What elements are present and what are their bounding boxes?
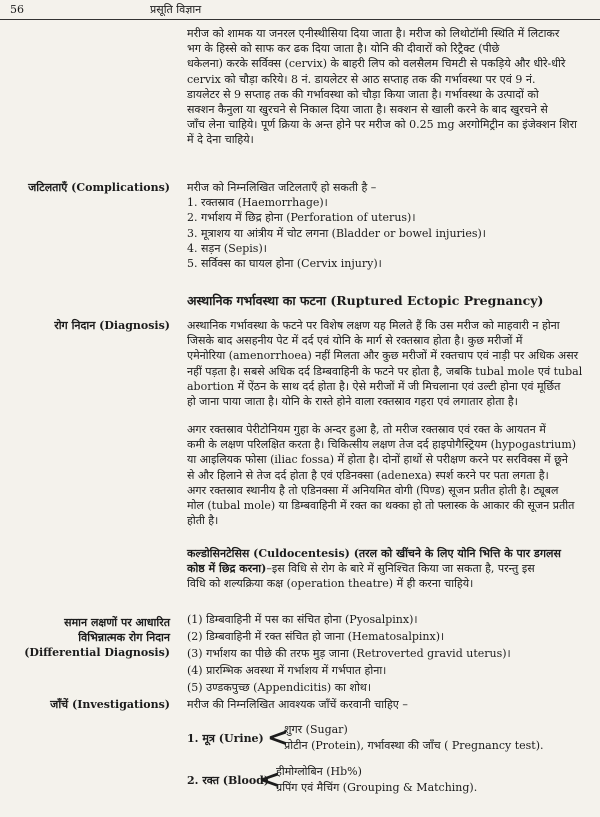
blood-test-grouping: ग्रपिंग एवं मैचिंग (Grouping & Matching). [276, 781, 478, 794]
list-item: 1. रक्तस्राव (Haemorrhage)। [187, 196, 328, 210]
complications-label: जटिलताएँ (Complications) [28, 181, 170, 194]
text-line: होती है। [187, 514, 219, 528]
text-line: विधि को शल्यक्रिया कक्ष (operation theatre) में ही करना चाहिये। [187, 577, 474, 591]
text-line: कमी के लक्षण परिलक्षित करता है। चिकित्सीय लक्षण तेज दर्द हाइपोगैस्ट्रियम (hypogastrium) [187, 438, 577, 452]
label-line: समान लक्षणों पर आधारित [64, 616, 170, 629]
text-line: सक्शन कैनुला या खुरचने से निकाल दिया जाता है। सक्शन से खाली करने के बाद खुरचने से [187, 103, 548, 117]
differential-list [187, 612, 597, 697]
text-line: धकेलना) करके सर्विक्स (cervix) के बाहरी लिप को वलसैलम चिमटी से पकड़िये और धीरे-धीरे [187, 57, 566, 71]
urine-test-group [187, 722, 597, 758]
investigations-label: जाँचें (Investigations) [50, 698, 170, 711]
urine-test-sugar: शुगर (Sugar) [284, 723, 348, 736]
text-line: अगर रक्तस्राव पेरीटोनियम गुहा के अन्दर हुआ है, तो मरीज रक्तस्राव एवं रक्त के आयतन में [187, 423, 546, 436]
text-line: –इस विधि से रोग के बारे में सुनिश्चित किया जा सकता है, परन्तु इस [266, 562, 535, 576]
list-item: (4) प्रारम्भिक अवस्था में गर्भाशय में गर्भपात होना। [187, 664, 387, 677]
bracket-icon: < [259, 765, 281, 795]
header-rule [0, 19, 600, 20]
complications-list [187, 180, 597, 271]
label-line: (Differential Diagnosis) [24, 646, 170, 660]
text-line: से और हिलाने से तेज दर्द होता है एवं एडिनक्सा (adenexa) स्पर्श करने पर पता लगता है। [187, 468, 549, 482]
label-line: विभिन्नात्मक रोग निदान [78, 631, 170, 645]
bracket-icon: < [267, 723, 289, 753]
text-line: अगर रक्तस्राव स्थानीय है तो एडिनक्सा में अनियमित वोगी (पिण्ड) सूजन प्रतीत होती है। ट्यूबल [187, 483, 559, 497]
text-line: भग के हिस्से को साफ कर ढक दिया जाता है। योनि की दीवारों को रिट्रैक्ट (पीछे [187, 42, 500, 56]
list-item: 2. गर्भाशय में छिद्र होना (Perforation of uterus)। [187, 211, 416, 225]
list-item: 5. सर्विक्स का घायल होना (Cervix injury)। [187, 257, 382, 271]
page-number: 56 [10, 3, 24, 16]
text-line: अस्थानिक गर्भावस्था के फटने पर विशेष लक्षण यह मिलते हैं कि उस मरीज को माहवारी न होना [187, 319, 560, 332]
culdocentesis-term-cont: कोष्ठ में छिद्र करना) [187, 562, 267, 576]
text-line: एमेनोरिया (amenorrhoea) नहीं मिलता और कुछ मरीजों में रक्तचाप एवं नाड़ी पर अधिक असर [187, 349, 579, 363]
running-title: प्रसूति विज्ञान [150, 3, 202, 16]
list-item: (1) डिम्बवाहिनी में पस का संचित होना (Pyosalpinx)। [187, 613, 418, 626]
blood-test-group [187, 764, 597, 800]
text-line: जिसके बाद असहनीय पेट में दर्द एवं योनि के मार्ग से रक्तस्राव होता है। कुछ मरीजों में [187, 334, 523, 348]
differential-label [0, 615, 170, 661]
blood-test-hb: हीमोग्लोबिन (Hb%) [276, 765, 362, 778]
text-line: डायलेटर से 9 सप्ताह तक की गर्भावस्था को चौड़ा किया जाता है। गर्भावस्था के उत्पादों को [187, 87, 539, 101]
intro-paragraph [187, 26, 597, 148]
text-line: abortion में ऐंठन के साथ दर्द होता है। ऐसे मरीजों में जी मिचलाना एवं उल्टी होना एवं मूर्छित [187, 379, 561, 393]
list-item: 4. सड़न (Sepis)। [187, 241, 267, 255]
list-item: (3) गर्भाशय का पीछे की तरफ मुड़ जाना (Retroverted gravid uterus)। [187, 647, 511, 660]
culdocentesis-term: कल्डोसिनटेसिस (Culdocentesis) (तरल को खींचने के लिए योनि भित्ति के पार डगलस [187, 547, 561, 560]
text-line: हो जाना पाया जाता है। योनि के रास्ते होने वाला रक्तस्राव गहरा एवं लगातार होता है। [187, 395, 518, 409]
investigations-intro: मरीज की निम्नलिखित आवश्यक जाँचें करवानी चाहिए – [187, 698, 408, 711]
list-item: 3. मूत्राशय या आंत्रीय में चोट लगना (Bladder or bowel injuries)। [187, 226, 486, 240]
diagnosis-para-1 [187, 318, 597, 409]
list-item: (5) उण्डकपुच्छ (Appendicitis) का शोथ। [187, 681, 372, 694]
diagnosis-para-2 [187, 422, 597, 528]
text-line: नहीं पड़ता है। सबसे अधिक दर्द डिम्बवाहिनी के फटने पर होता है, जबकि tubal mole एवं tubal [187, 364, 583, 378]
text-line: या आइलियक फोसा (iliac fossa) में होता है। दोनों हाथों से परीक्षण करने पर सरविक्स में छूने [187, 453, 568, 467]
diagnosis-label: रोग निदान (Diagnosis) [54, 319, 170, 332]
text-line: जाँच लेना चाहिये। पूर्ण क्रिया के अन्त होने पर मरीज को 0.25 mg अरगोमिट्रीन का इंजेक्शन शिरा [187, 118, 577, 132]
list-item: (2) डिम्बवाहिनी में रक्त संचित हो जाना (Hematosalpinx)। [187, 630, 445, 643]
urine-title: 1. मूत्र (Urine) [187, 732, 264, 745]
text-line: में दे देना चाहिये। [187, 133, 254, 147]
urine-test-protein: प्रोटीन (Protein), गर्भावस्था की जाँच ( Pregnancy test). [284, 739, 544, 752]
text-line: मोल (tubal mole) या डिम्बवाहिनी में रक्त का थक्का हो तो फ्लास्क के आकार की सूजन प्रतीत [187, 499, 575, 513]
diagnosis-para-3 [187, 546, 597, 592]
complications-intro: मरीज को निम्नलिखित जटिलताएँ हो सकती है – [187, 181, 377, 194]
text-line: cervix को चौड़ा करिये। 8 नं. डायलेटर से आठ सप्ताह तक की गर्भावस्था पर एवं 9 नं. [187, 72, 536, 86]
text-line: मरीज को शामक या जनरल एनीस्थीसिया दिया जाता है। मरीज को लिथोटॉमी स्थिति में लिटाकर [187, 27, 560, 40]
section-heading: अस्थानिक गर्भावस्था का फटना (Ruptured Ectopic Pregnancy) [187, 293, 544, 308]
blood-title: 2. रक्त (Blood) [187, 774, 270, 787]
